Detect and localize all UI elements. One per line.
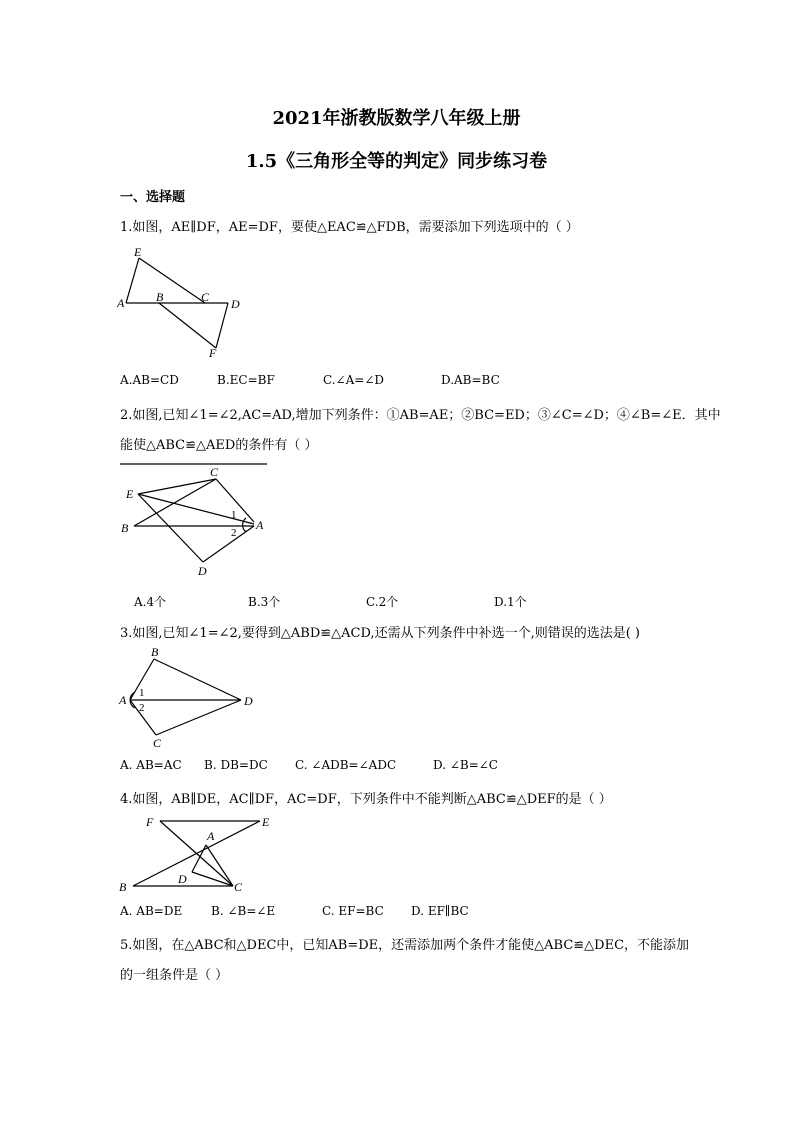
q2-option-c: C.2个 [366,595,399,609]
q3-label-angle2: 2 [139,702,145,714]
q4-label-b: B [119,880,127,894]
q2-label-d: D [198,564,207,578]
q3-option-a: A. AB=AC [120,758,182,772]
q4-option-c: C. EF=BC [322,904,384,918]
q2-option-d: D.1个 [494,595,527,609]
q3-option-c: C. ∠ADB=∠ADC [295,758,397,772]
q4-segment-dc [192,872,233,886]
q2-option-b: B.3个 [248,595,281,609]
q1-option-d: D.AB=BC [441,373,500,387]
q1-segment-ec [139,258,205,303]
q2-stem-line1: 2.如图,已知∠1=∠2,AC=AD,增加下列条件：①AB=AE；②BC=ED；③∠C=∠D；④∠B=∠E．其中 [120,408,721,423]
q5-stem-line1: 5.如图，在△ABC和△DEC中，已知AB=DE，还需添加两个条件才能使△ABC≌△DEC，不能添加 [120,938,690,953]
q2-label-angle1: 1 [231,509,237,521]
q4-option-a: A. AB=DE [120,904,183,918]
q4-segment-eb [133,821,260,886]
q1-stem: 1.如图，AE∥DF，AE=DF，要使△EAC≌△FDB，需要添加下列选项中的（ ） [120,220,579,235]
q3-segment-bd [154,659,241,700]
q2-segment-ea [138,494,254,524]
q2-stem-line2: 能使△ABC≌△AED的条件有（ ） [120,438,318,453]
q1-label-c: C [201,290,210,304]
q4-option-b: B. ∠B=∠E [211,904,276,918]
q5-stem-line2: 的一组条件是（ ） [120,968,229,983]
q2-angle-arc [243,518,246,532]
section-heading: 一、选择题 [120,190,186,205]
q4-label-e: E [262,815,270,829]
q2-label-c: C [210,465,219,479]
q1-label-f: F [209,346,217,360]
q4-figure [115,812,280,897]
q1-segment-df [216,303,228,348]
q2-label-b: B [121,521,129,535]
q1-option-c: C.∠A=∠D [323,373,385,387]
q2-segment-ec [138,479,216,494]
doc-title-line1: 2021年浙教版数学八年级上册 [272,108,521,129]
q1-label-e: E [134,245,142,259]
q1-label-a: A [117,296,125,310]
q2-segment-da [203,526,254,562]
q2-label-a: A [256,518,264,532]
q3-figure [115,645,265,750]
q1-segment-fb [159,303,216,348]
q4-segment-da [192,845,206,872]
doc-title-line2: 1.5《三角形全等的判定》同步练习卷 [245,151,548,172]
q3-segment-cd [156,700,241,735]
q3-stem: 3.如图,已知∠1=∠2,要得到△ABD≌△ACD,还需从下列条件中补选一个,则错误的选法是( ) [120,626,640,641]
q1-segment-ae [126,258,139,303]
q4-label-f: F [146,815,154,829]
q4-label-a: A [207,829,215,843]
q3-label-d: D [244,694,253,708]
q2-label-angle2: 2 [231,527,237,539]
q2-figure [115,458,275,583]
q1-option-a: A.AB=CD [120,373,179,387]
q3-label-c: C [153,736,162,750]
q3-label-b: B [151,645,159,659]
q3-label-a: A [119,693,127,707]
q4-option-d: D. EF∥BC [411,904,469,918]
q2-option-a: A.4个 [134,595,167,609]
q4-label-d: D [178,872,187,886]
q2-segment-ed [138,494,203,562]
q1-figure [115,242,245,362]
q2-label-e: E [126,487,134,501]
q1-option-b: B.EC=BF [217,373,275,387]
q1-label-d: D [231,297,240,311]
q4-stem: 4.如图，AB∥DE，AC∥DF，AC=DF，下列条件中不能判断△ABC≌△DEF的是（ ） [120,792,612,807]
q1-label-b: B [156,290,164,304]
q3-label-angle1: 1 [139,687,145,699]
q4-label-c: C [234,880,243,894]
q3-option-d: D. ∠B=∠C [433,758,498,772]
q3-option-b: B. DB=DC [204,758,268,772]
